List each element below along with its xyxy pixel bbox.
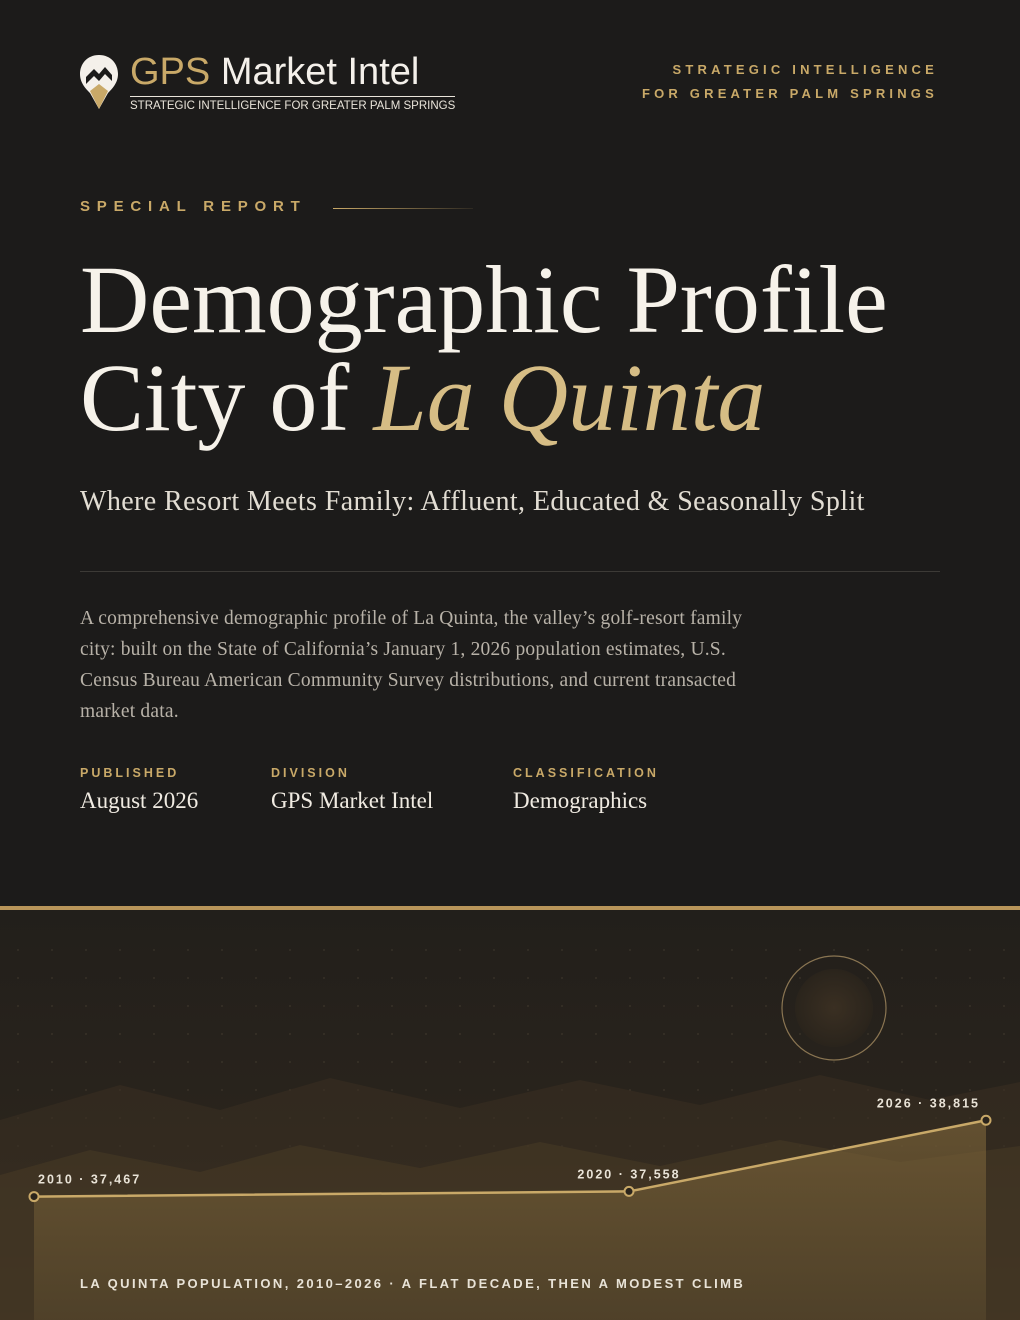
classification-label: CLASSIFICATION	[513, 766, 659, 780]
report-kicker: SPECIAL REPORT	[80, 198, 307, 215]
location-pin-icon	[78, 53, 120, 111]
brand-subline: STRATEGIC INTELLIGENCE FOR GREATER PALM SPRINGS	[130, 96, 455, 112]
meta-division	[271, 766, 433, 814]
header-tagline	[642, 58, 938, 106]
published-value: August 2026	[80, 788, 199, 813]
meta-classification	[513, 766, 659, 814]
division-value: GPS Market Intel	[271, 788, 434, 813]
title-line-2	[80, 344, 766, 451]
published-label: PUBLISHED	[80, 766, 180, 780]
section-divider	[80, 571, 940, 572]
title-line-1: Demographic Profile	[80, 246, 888, 353]
kicker-rule	[333, 208, 473, 209]
population-label-2020: 2020 · 37,558	[577, 1167, 681, 1182]
meta-published	[80, 766, 198, 814]
population-label-2026: 2026 · 38,815	[876, 1096, 980, 1111]
population-point-2026	[982, 1116, 991, 1125]
population-chart-panel	[0, 910, 1020, 1320]
population-label-2010: 2010 · 37,467	[38, 1172, 142, 1187]
tagline-line-2: FOR GREATER PALM SPRINGS	[641, 86, 938, 101]
division-label: DIVISION	[271, 766, 350, 780]
population-point-2010	[30, 1192, 39, 1201]
chart-caption: LA QUINTA POPULATION, 2010–2026 · A FLAT DECADE, THEN A MODEST CLIMB	[80, 1276, 746, 1291]
population-point-2020	[625, 1187, 634, 1196]
report-intro: A comprehensive demographic profile of La Quinta, the valley’s golf-resort family city: built on the State of California’s January 1, 2026 population estimates, U.S. Census Bureau American Community Survey distributions, and current transacted market data.	[80, 608, 743, 722]
brand-gps: GPS	[130, 51, 211, 93]
classification-value: Demographics	[513, 788, 648, 813]
brand-logo[interactable]	[78, 52, 455, 112]
report-subtitle: Where Resort Meets Family: Affluent, Educated & Seasonally Split	[80, 486, 865, 517]
title-plain: City of	[80, 344, 374, 451]
brand-name	[130, 52, 455, 92]
title-accent: La Quinta	[373, 344, 766, 451]
tagline-line-1: STRATEGIC INTELLIGENCE	[672, 62, 938, 77]
brand-market-intel: Market Intel	[220, 51, 420, 93]
sun-disc	[795, 969, 873, 1047]
population-chart	[0, 910, 1020, 1320]
